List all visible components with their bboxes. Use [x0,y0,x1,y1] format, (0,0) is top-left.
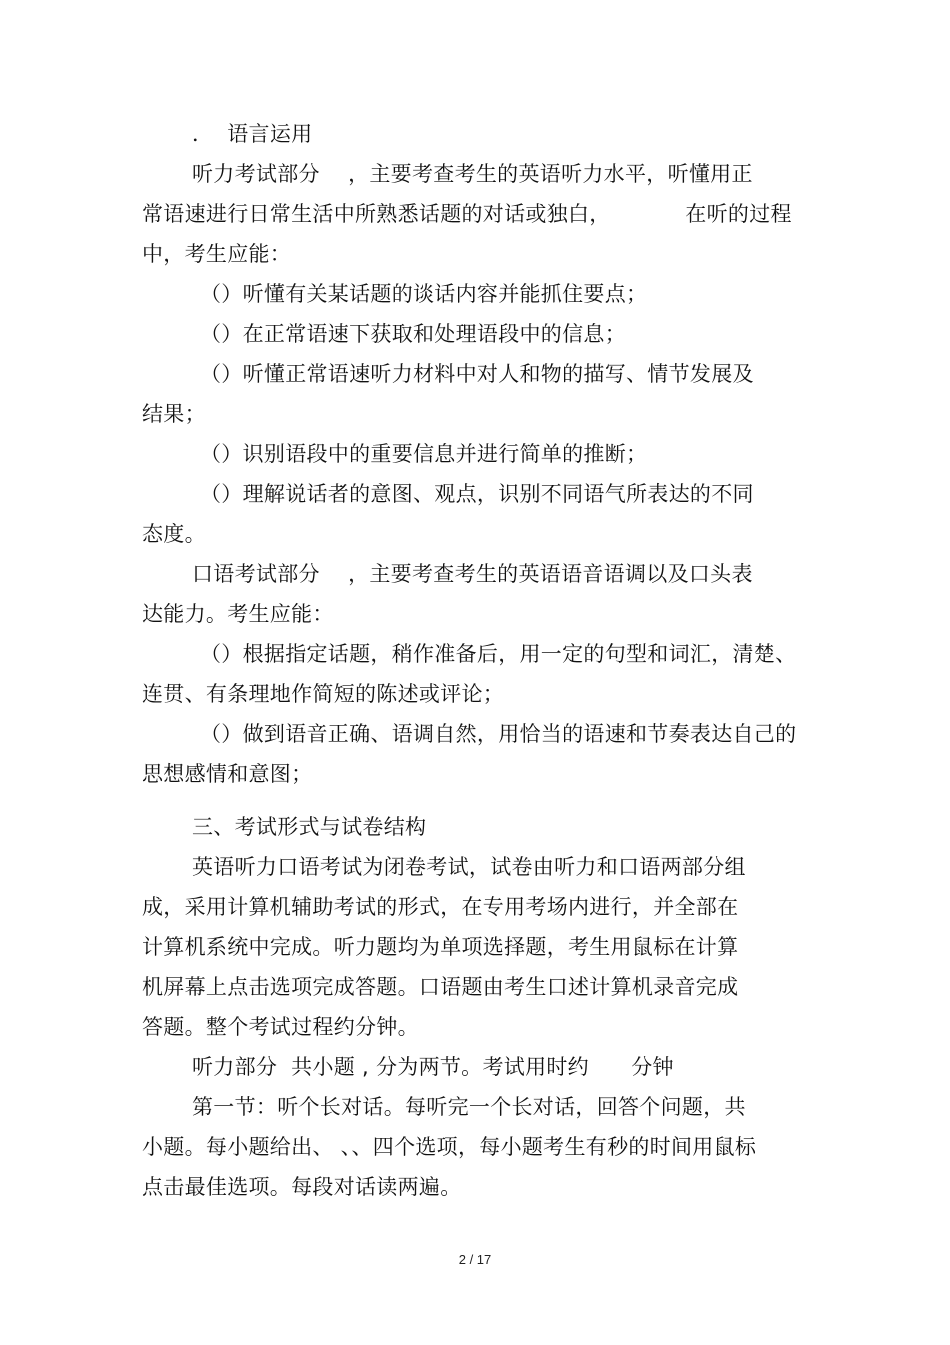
exam-format-line-3: 计算机系统中完成。听力题均为单项选择题，考生用鼠标在计算 [142,935,739,959]
speaking-item-2-cont: 思想感情和意图； [142,762,313,786]
listening-part-line: 听力部分 共小题 , 分为两节。考试用时约 分钟 [192,1055,674,1079]
section-one-line-1: 第一节：听个长对话。每听完一个长对话，回答个问题，共 [192,1095,746,1119]
listening-intro-line-3: 中，考生应能： [142,242,292,266]
speaking-intro-line-1: 口语考试部分 ，主要考查考生的英语语音语调以及口头表 [192,562,753,586]
listening-item-2: （）在正常语速下获取和处理语段中的信息； [200,322,626,346]
exam-format-line-1: 英语听力口语考试为闭卷考试，试卷由听力和口语两部分组 [192,855,746,879]
section-one-line-3: 点击最佳选项。每段对话读两遍。 [142,1175,462,1199]
listening-item-3: （）听懂正常语速听力材料中对人和物的描写、情节发展及 [200,362,754,386]
exam-format-line-2: 成，采用计算机辅助考试的形式，在专用考场内进行，并全部在 [142,895,739,919]
listening-item-4: （）识别语段中的重要信息并进行简单的推断； [200,442,648,466]
exam-format-line-5: 答题。整个考试过程约分钟。 [142,1015,419,1039]
speaking-item-2: （）做到语音正确、语调自然，用恰当的语速和节奏表达自己的 [200,722,797,746]
speaking-intro-line-2: 达能力。考生应能： [142,602,334,626]
section-one-line-2: 小题。每小题给出、 、、四个选项，每小题考生有秒的时间用鼠标 [142,1135,757,1159]
listening-intro-line-2: 常语速进行日常生活中所熟悉话题的对话或独白， 在听的过程 [142,202,792,226]
speaking-item-1-cont: 连贯、有条理地作简短的陈述或评论； [142,682,505,706]
page-number: 2 / 17 [458,1252,492,1267]
section-heading-exam-format: 三、考试形式与试卷结构 [192,815,427,839]
exam-format-line-4: 机屏幕上点击选项完成答题。口语题由考生口述计算机录音完成 [142,975,739,999]
listening-item-1: （）听懂有关某话题的谈话内容并能抓住要点； [200,282,648,306]
listening-intro-line-1: 听力考试部分 ，主要考查考生的英语听力水平，听懂用正 [192,162,753,186]
listening-item-3-cont: 结果； [142,402,206,426]
speaking-item-1: （）根据指定话题，稍作准备后，用一定的句型和词汇，清楚、 [200,642,797,666]
section-heading-language-use: ． 语言运用 [192,122,313,146]
listening-item-5-cont: 态度。 [142,522,206,546]
listening-item-5: （）理解说话者的意图、观点，识别不同语气所表达的不同 [200,482,754,506]
